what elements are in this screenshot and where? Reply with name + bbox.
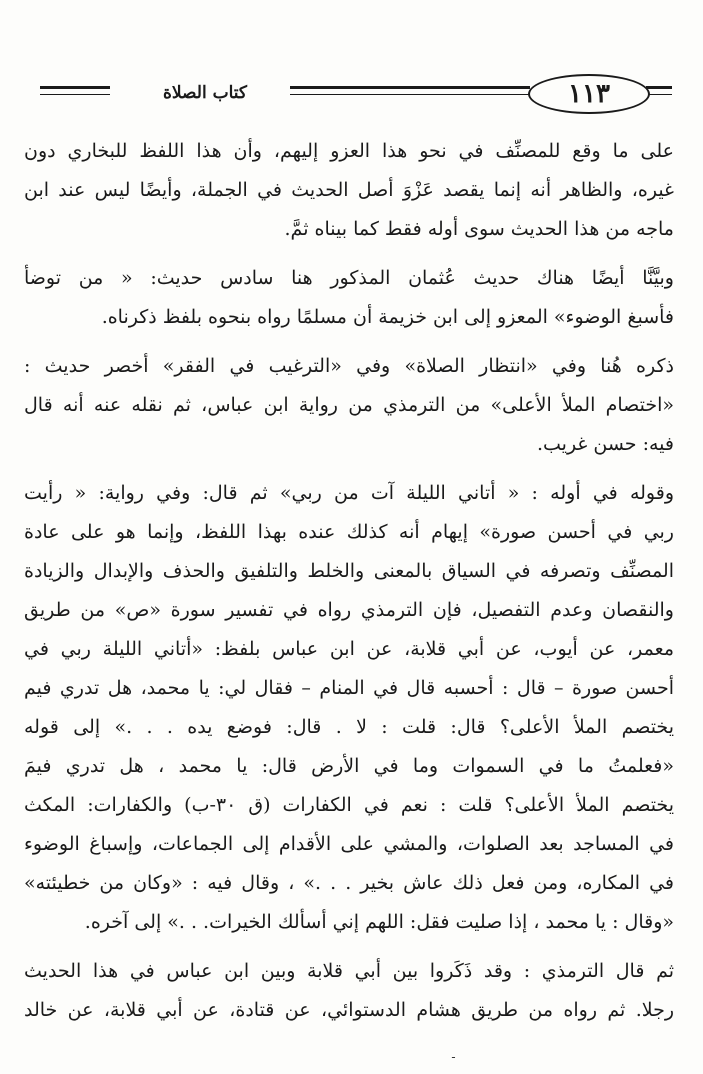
header-rule-left-top (40, 86, 110, 89)
text-line: ثم قال الترمذي : وقد ذَكَروا بين أبي قلابة وبين ابن عباس في هذا الحديث (24, 960, 674, 982)
text-line: المصنِّف وتصرفه في السياق بالمعنى والخلط والتلفيق والحذف والإبدال والزيادة (24, 560, 674, 582)
page-number: ١١٣ (528, 74, 650, 114)
text-line: ذكره هُنا وفي «انتظار الصلاة» وفي «الترغيب في الفقر» أخصر حديث : (24, 355, 674, 377)
header-rule-right-top (646, 86, 672, 89)
text-line: يختصم الملأ الأعلى؟ قلت : نعم في الكفارات (ق ٣٠-ب) والكفارات: المكث (24, 794, 674, 816)
text-line: على ما وقع للمصنِّف في نحو هذا العزو إليهم، وأن هذا اللفظ للبخاري دون (24, 140, 674, 162)
text-line: في المكاره، ومن فعل ذلك عاش بخير . . .» ، وقال فيه : «وكان من خطيئته» (24, 872, 674, 894)
footer-mark: ـ (452, 1050, 455, 1061)
text-line: فيه: حسن غريب. (536, 433, 674, 455)
text-line: في المساجد بعد الصلوات، والمشي على الأقدام إلى الجماعات، وإسباغ الوضوء (24, 833, 674, 855)
text-line: «اختصام الملأ الأعلى» من الترمذي من رواية ابن عباس، ثم نقله عنه أنه قال (24, 394, 674, 416)
body-text (24, 132, 674, 1030)
book-title: كتاب الصلاة (120, 78, 290, 108)
text-line: «فعلمتُ ما في السموات وما في الأرض قال: يا محمد ، هل تدري فيمَ (24, 755, 674, 777)
paragraph-4 (24, 474, 674, 942)
header-rule-left-bottom (40, 94, 110, 95)
text-line: أحسن صورة – قال : أحسبه قال في المنام – فقال لي: يا محمد، هل تدري فيم (24, 677, 674, 699)
text-line: ربي في أحسن صورة» إيهام أنه كذلك عنده بهذا اللفظ، وإنما هو على عادة (24, 521, 674, 543)
page-header (40, 72, 670, 116)
text-line: رجلا. ثم رواه من طريق هشام الدستوائي، عن قتادة، عن أبي قلابة، عن خالد (24, 999, 674, 1021)
paragraph-2 (24, 259, 674, 337)
text-line: فأسبغ الوضوء» المعزو إلى ابن خزيمة أن مسلمًا رواه بنحوه بلفظ ذكرناه. (101, 306, 674, 328)
text-line: وقوله في أوله : « أتاني الليلة آت من ربي» ثم قال: وفي رواية: « رأيت (24, 482, 674, 504)
text-line: والنقصان وعدم التفصيل، فإن الترمذي رواه في تفسير سورة «ص» من طريق (24, 599, 674, 621)
text-line: «وقال : يا محمد ، إذا صليت فقل: اللهم إني أسألك الخيرات. . .» إلى آخره. (84, 911, 674, 933)
text-line: وبيَّنَّا أيضًا هناك حديث عُثمان المذكور هنا سادس حديث: « من توضأ (24, 267, 674, 289)
text-line: يختصم الملأ الأعلى؟ قال: قلت : لا . قال: فوضع يده . . .» إلى قوله (24, 716, 674, 738)
paragraph-3 (24, 347, 674, 464)
text-line: ماجه من هذا الحديث سوى أوله فقط كما بيناه ثمَّ. (284, 218, 674, 240)
text-line: غيره، والظاهر أنه إنما يقصد عَزْوَ أصل الحديث في الجملة، وأيضًا ليس عند ابن (24, 179, 674, 201)
text-line: معمر، عن أيوب، عن أبي قلابة، عن ابن عباس بلفظ: «أتاني الليلة ربي في (24, 638, 674, 660)
paragraph-1 (24, 132, 674, 249)
paragraph-5 (24, 952, 674, 1030)
